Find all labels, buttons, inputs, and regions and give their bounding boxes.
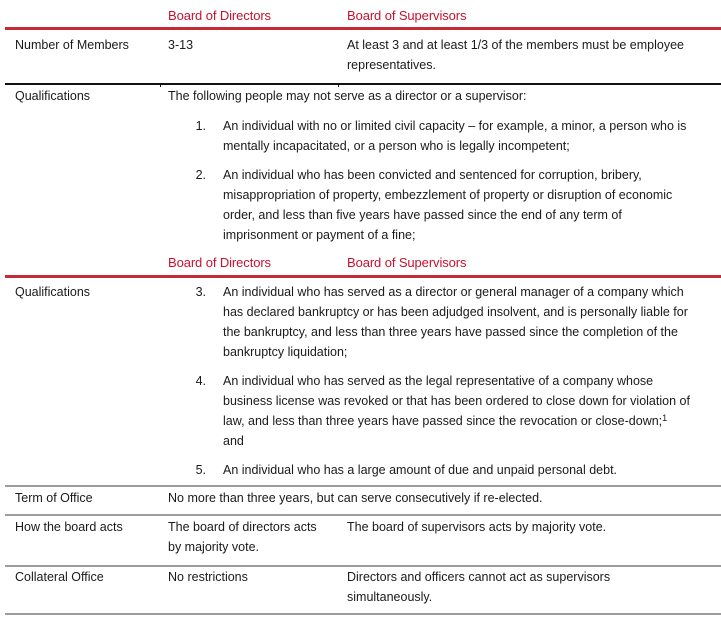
list-number: 5. bbox=[195, 463, 206, 477]
list-text-line: imprisonment or payment of a fine; bbox=[223, 228, 416, 242]
list-text-line: An individual with no or limited civil capacity – for example, a minor, a person who is bbox=[223, 119, 687, 133]
list-text-line: An individual who has a large amount of due and unpaid personal debt. bbox=[223, 463, 618, 477]
list-number: 4. bbox=[195, 374, 206, 388]
list-text-line: order, and less than five years have passed since the end of any term of bbox=[223, 208, 622, 222]
directors-cell-line: by majority vote. bbox=[168, 540, 260, 554]
directors-cell: 3-13 bbox=[168, 38, 194, 52]
row-divider bbox=[5, 613, 721, 615]
header-rule bbox=[5, 27, 721, 30]
header-rule bbox=[5, 275, 721, 278]
list-number: 1. bbox=[195, 119, 206, 133]
column-tick bbox=[160, 84, 161, 87]
row-divider bbox=[5, 83, 721, 85]
supervisors-cell-line: simultaneously. bbox=[347, 590, 433, 604]
row-divider bbox=[5, 514, 721, 516]
supervisors-cell-line: At least 3 and at least 1/3 of the members must be employee bbox=[347, 38, 684, 52]
row-label: How the board acts bbox=[15, 520, 123, 534]
row-label: Term of Office bbox=[15, 491, 93, 505]
list-number: 2. bbox=[195, 168, 206, 182]
header-board-of-directors-repeat: Board of Directors bbox=[168, 255, 271, 270]
qualifications-intro: The following people may not serve as a director or a supervisor: bbox=[168, 89, 527, 103]
header-board-of-supervisors-repeat: Board of Supervisors bbox=[347, 255, 467, 270]
directors-cell-line: The board of directors acts bbox=[168, 520, 317, 534]
row-label: Number of Members bbox=[15, 38, 129, 52]
list-text-line-with-footnote bbox=[223, 411, 667, 432]
row-divider bbox=[5, 485, 721, 487]
list-text-line: mentally incapacitated, or a person who is legally incompetent; bbox=[223, 139, 570, 153]
list-text-line: and bbox=[223, 434, 244, 448]
supervisors-cell-line: Directors and officers cannot act as supervisors bbox=[347, 570, 611, 584]
header-board-of-supervisors: Board of Supervisors bbox=[347, 8, 467, 23]
list-text-line: business license was revoked or that has been ordered to close down for violation of bbox=[223, 394, 690, 408]
header-board-of-directors: Board of Directors bbox=[168, 8, 271, 23]
row-label: Collateral Office bbox=[15, 570, 104, 584]
list-text-line: misappropriation of property, embezzlement of property or disruption of economic bbox=[223, 188, 673, 202]
list-text-line: An individual who has served as a director or general manager of a company which bbox=[223, 285, 684, 299]
supervisors-cell: The board of supervisors acts by majority vote. bbox=[347, 520, 607, 534]
list-text-line: the bankruptcy, and less than three years have passed since the completion of the bbox=[223, 325, 678, 339]
list-number: 3. bbox=[195, 285, 206, 299]
supervisors-cell-line: representatives. bbox=[347, 58, 436, 72]
list-text-line: An individual who has been convicted and sentenced for corruption, bribery, bbox=[223, 168, 642, 182]
list-text-line: bankruptcy liquidation; bbox=[223, 345, 348, 359]
list-text-line: has declared bankruptcy or has been adjudged insolvent, and is personally liable for bbox=[223, 305, 688, 319]
footnote-marker[interactable]: 1 bbox=[662, 413, 668, 423]
list-text-segment: law, and less than three years have passed since the revocation or close-down; bbox=[223, 414, 663, 428]
directors-cell: No restrictions bbox=[168, 570, 248, 584]
row-label: Qualifications bbox=[15, 285, 91, 299]
row-label: Qualifications bbox=[15, 89, 91, 103]
term-value: No more than three years, but can serve consecutively if re-elected. bbox=[168, 491, 543, 505]
list-text-line: An individual who has served as the legal representative of a company whose bbox=[223, 374, 654, 388]
